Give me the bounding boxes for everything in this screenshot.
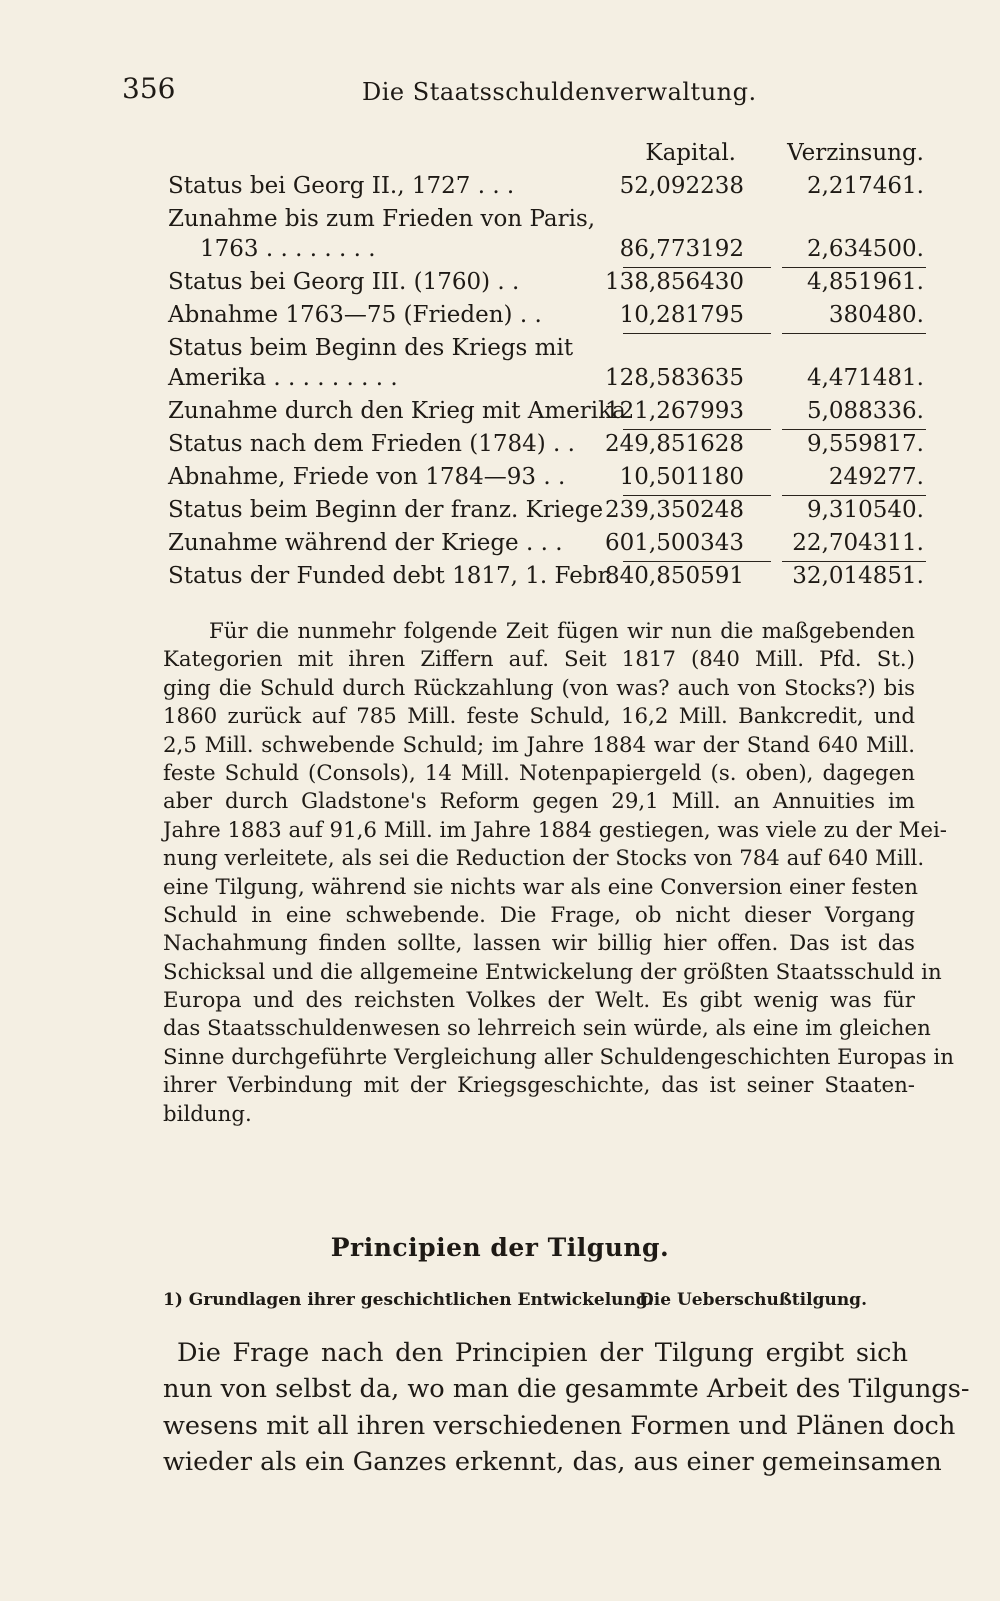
sum-rule (623, 333, 771, 334)
row-kapital: 10,281795 (619, 302, 744, 328)
table-row (168, 497, 928, 530)
row-kapital: 239,350248 (604, 497, 744, 523)
table-row (168, 431, 928, 464)
subsection-topic: Die Ueberschußtilgung. (639, 1290, 867, 1310)
text-line: wesens mit all ihren verschiedenen Formen und Plänen doch (163, 1410, 956, 1441)
row-label: Zunahme während der Kriege . . . (168, 530, 563, 556)
sum-rule (782, 333, 926, 334)
text-line: Kategorien mit ihren Ziffern auf. Seit 1817 (840 Mill. Pfd. St.) (163, 647, 915, 673)
column-header-verzinsung: Verzinsung. (787, 140, 924, 166)
row-label: Status bei Georg III. (1760) . . (168, 269, 520, 295)
paragraph-history (163, 618, 954, 1129)
table-row (168, 530, 928, 563)
text-line: Jahre 1883 auf 91,6 Mill. im Jahre 1884 gestiegen, was viele zu der Mei- (163, 817, 947, 843)
text-line: eine Tilgung, während sie nichts war als eine Conversion einer festen (163, 874, 918, 900)
table-row (168, 335, 928, 365)
row-verzinsung: 249277. (828, 464, 924, 490)
text-line: nun von selbst da, wo man die gesammte Arbeit des Tilgungs- (163, 1374, 970, 1405)
row-verzinsung: 2,634500. (806, 236, 924, 262)
running-head (122, 72, 910, 112)
sum-rule (623, 429, 771, 430)
text-line: Für die nunmehr folgende Zeit fügen wir nun die maßgebenden (209, 619, 915, 644)
text-line: Sinne durchgeführte Vergleichung aller Schuldengeschichten Europas in (163, 1044, 954, 1070)
table-row (168, 398, 928, 431)
text-line: Schuld in eine schwebende. Die Frage, ob nicht dieser Vorgang (163, 902, 915, 928)
paragraph-principles (163, 1335, 970, 1480)
row-label: Amerika . . . . . . . . . (168, 365, 398, 391)
row-verzinsung: 9,559817. (806, 431, 924, 457)
row-kapital: 601,500343 (604, 530, 744, 556)
table-row (168, 302, 928, 335)
text-line: das Staatsschuldenwesen so lehrreich sein würde, als eine im gleichen (163, 1016, 931, 1042)
row-kapital: 52,092238 (619, 173, 744, 199)
row-label: Status nach dem Frieden (1784) . . (168, 431, 575, 457)
row-kapital: 249,851628 (604, 431, 744, 457)
text-line: Die Frage nach den Principien der Tilgung ergibt sich (177, 1338, 908, 1368)
row-label: Abnahme 1763—75 (Frieden) . . (168, 302, 542, 328)
sum-rule (623, 267, 771, 268)
table-header-row (168, 140, 928, 173)
row-label: Status bei Georg II., 1727 . . . (168, 173, 515, 199)
row-kapital: 128,583635 (604, 365, 744, 391)
row-verzinsung: 4,851961. (806, 269, 924, 295)
text-line: nung verleitete, als sei die Reduction der Stocks von 784 auf 640 Mill. (163, 846, 925, 872)
row-label: Zunahme bis zum Frieden von Paris, (168, 206, 596, 232)
row-label: Status beim Beginn der franz. Kriege (168, 497, 604, 523)
text-line: feste Schuld (Consols), 14 Mill. Notenpapiergeld (s. oben), dagegen (163, 760, 915, 786)
row-verzinsung: 9,310540. (806, 497, 924, 523)
table-row (168, 173, 928, 206)
text-line: wieder als ein Ganzes erkennt, das, aus einer gemeinsamen (163, 1446, 942, 1477)
table-row (168, 236, 928, 269)
row-kapital: 86,773192 (619, 236, 744, 262)
row-verzinsung: 380480. (828, 302, 924, 328)
row-label: Abnahme, Friede von 1784—93 . . (168, 464, 566, 490)
sum-rule (782, 267, 926, 268)
sum-rule (782, 495, 926, 496)
table-row (168, 206, 928, 236)
row-kapital: 121,267993 (604, 398, 744, 424)
table-row (168, 563, 928, 596)
row-label: Status der Funded debt 1817, 1. Febr. (168, 563, 614, 589)
row-verzinsung: 5,088336. (806, 398, 924, 424)
row-kapital: 10,501180 (619, 464, 744, 490)
row-verzinsung: 2,217461. (806, 173, 924, 199)
row-verzinsung: 32,014851. (792, 563, 924, 589)
row-kapital: 840,850591 (604, 563, 744, 589)
text-line: bildung. (163, 1101, 252, 1127)
row-label: 1763 . . . . . . . . (200, 236, 376, 262)
table-row (168, 269, 928, 302)
row-verzinsung: 4,471481. (806, 365, 924, 391)
text-line: 2,5 Mill. schwebende Schuld; im Jahre 1884 war der Stand 640 Mill. (163, 732, 915, 758)
table-row (168, 365, 928, 398)
sum-rule (782, 429, 926, 430)
sum-rule (782, 561, 926, 562)
sum-rule (623, 495, 771, 496)
row-label: Status beim Beginn des Kriegs mit (168, 335, 574, 361)
row-label: Zunahme durch den Krieg mit Amerika (168, 398, 626, 424)
text-line: ihrer Verbindung mit der Kriegsgeschichte, das ist seiner Staaten- (163, 1073, 915, 1099)
text-line: Europa und des reichsten Volkes der Welt. Es gibt wenig was für (163, 988, 915, 1014)
subsection-number-title: 1) Grundlagen ihrer geschichtlichen Entwickelung. (163, 1290, 654, 1310)
section-title: Principien der Tilgung. (330, 1233, 670, 1262)
table-row (168, 464, 928, 497)
row-kapital: 138,856430 (604, 269, 744, 295)
row-verzinsung: 22,704311. (792, 530, 924, 556)
text-line: Nachahmung finden sollte, lassen wir billig hier offen. Das ist das (163, 931, 915, 957)
text-line: aber durch Gladstone's Reform gegen 29,1 Mill. an Annuities im (163, 789, 915, 815)
text-line: Schicksal und die allgemeine Entwickelung der größten Staatsschuld in (163, 959, 942, 985)
column-header-kapital: Kapital. (645, 140, 736, 166)
running-title: Die Staatsschuldenverwaltung. (362, 78, 757, 106)
debt-table (168, 140, 928, 596)
sum-rule (623, 561, 771, 562)
text-line: ging die Schuld durch Rückzahlung (von was? auch von Stocks?) bis (163, 675, 915, 701)
text-line: 1860 zurück auf 785 Mill. feste Schuld, 16,2 Mill. Bankcredit, und (163, 704, 915, 730)
page-number: 356 (122, 72, 176, 105)
